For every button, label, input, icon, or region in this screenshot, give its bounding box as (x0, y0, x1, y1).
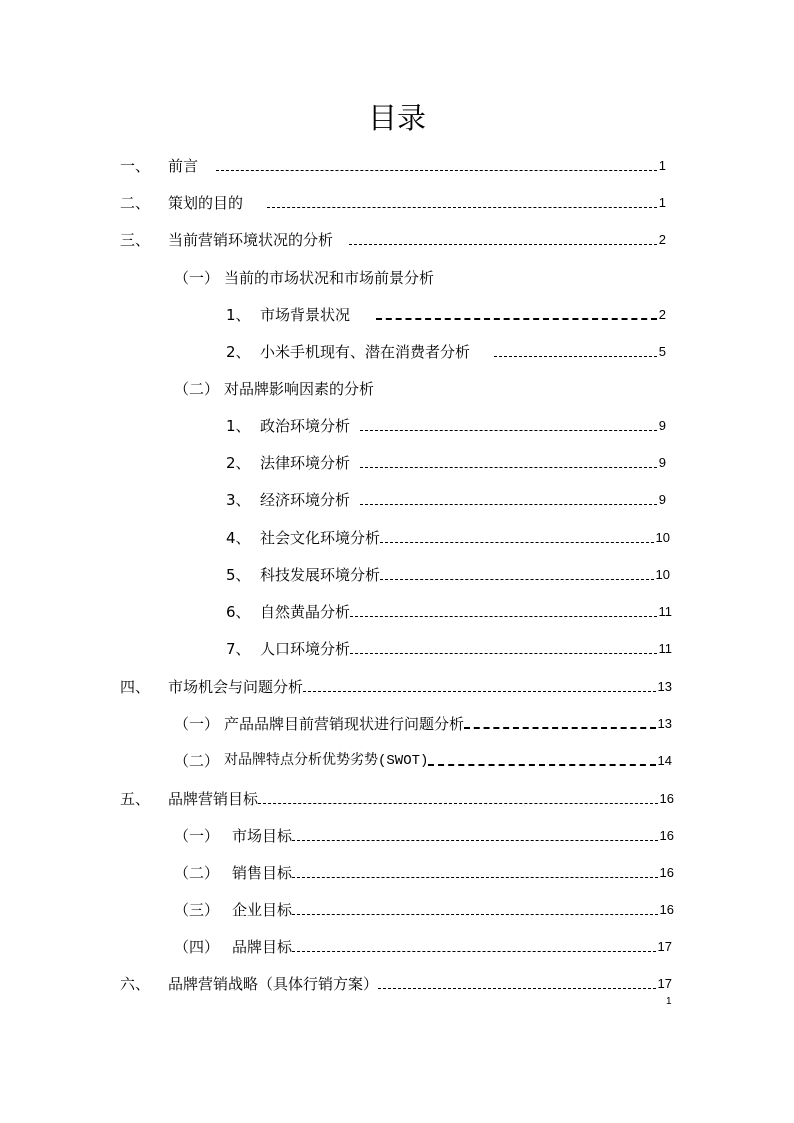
toc-entry-3-1-2[interactable] (226, 338, 666, 362)
toc-entry-page: 16 (659, 828, 674, 843)
toc-entry-number: 五、 (120, 790, 151, 808)
toc-leader-dots (292, 876, 658, 878)
toc-title: 目录 (367, 101, 426, 135)
toc-entry-page: 10 (655, 530, 670, 545)
page-number: 1 (666, 996, 672, 1007)
toc-entry-text: 策划的目的 (168, 194, 244, 212)
toc-entry-3-2-3[interactable] (226, 486, 666, 510)
toc-leader-dots (292, 950, 656, 952)
toc-entry-3-2-7[interactable] (226, 635, 672, 659)
toc-leader-dots (350, 652, 656, 654)
toc-leader-dots (360, 466, 657, 468)
toc-leader-dots (380, 541, 654, 543)
toc-entry-number: （二） (174, 752, 220, 770)
toc-leader-dots (267, 206, 657, 208)
toc-entry-number: （一） (174, 269, 220, 287)
toc-entry-text: 政治环境分析 (260, 417, 351, 435)
toc-entry-number: （二） (174, 864, 220, 882)
toc-leader-dots (303, 690, 656, 692)
toc-entry-page: 16 (659, 791, 674, 806)
toc-leader-dots (428, 763, 655, 766)
toc-entry-3-2-4[interactable] (226, 524, 670, 548)
toc-entry-3-1-1[interactable] (226, 301, 666, 325)
toc-leader-dots (378, 987, 656, 989)
toc-entry-number: 2、 (226, 343, 251, 361)
toc-entry-4-2[interactable] (174, 747, 672, 771)
toc-leader-dots (376, 317, 657, 320)
toc-entry-text: 科技发展环境分析 (260, 566, 381, 584)
toc-entry-3-2-1[interactable] (226, 412, 666, 436)
toc-entry-page: 16 (659, 865, 674, 880)
toc-entry-text: 对品牌特点分析优势劣势(SWOT) (224, 753, 429, 769)
toc-entry-5-1[interactable] (174, 822, 674, 846)
toc-entry-page: 13 (657, 716, 672, 731)
toc-entry-text: 经济环境分析 (260, 491, 351, 509)
toc-leader-dots (292, 839, 658, 841)
toc-entry-page: 16 (659, 902, 674, 917)
toc-entry-text: 当前营销环境状况的分析 (168, 231, 334, 249)
toc-entry-number: 二、 (120, 194, 151, 212)
toc-entry-text: 产品品牌目前营销现状进行问题分析 (224, 715, 465, 733)
toc-entry-number: （二） (174, 380, 220, 398)
toc-entry-page: 11 (658, 604, 672, 619)
toc-entry-4[interactable] (120, 673, 672, 697)
toc-entry-page: 1 (658, 158, 666, 173)
toc-entry-page: 17 (657, 976, 672, 991)
toc-entry-text: 社会文化环境分析 (260, 529, 381, 547)
toc-entry-page: 9 (658, 418, 666, 433)
toc-entry-page: 5 (658, 344, 666, 359)
toc-entry-3-2-6[interactable] (226, 598, 672, 622)
toc-entry-text: 企业目标 (232, 901, 293, 919)
toc-entry-text: 法律环境分析 (260, 454, 351, 472)
toc-entry-number: 1、 (226, 306, 251, 324)
toc-entry-4-1[interactable] (174, 710, 672, 734)
toc-leader-dots (360, 503, 657, 505)
toc-leader-dots (380, 578, 654, 580)
toc-entry-3-2-2[interactable] (226, 449, 666, 473)
toc-entry-3-2-5[interactable] (226, 561, 670, 585)
toc-entry-page: 14 (657, 753, 672, 768)
toc-entry-page: 2 (658, 232, 666, 247)
toc-entry-3-2[interactable] (174, 375, 666, 399)
toc-entry-text: 人口环境分析 (260, 640, 351, 658)
toc-entry-page: 11 (658, 641, 672, 656)
toc-leader-dots (464, 726, 656, 729)
toc-entry-page: 1 (658, 195, 666, 210)
toc-entry-2[interactable] (120, 189, 666, 213)
toc-entry-6[interactable] (120, 970, 672, 994)
toc-entry-3-1[interactable] (174, 264, 666, 288)
toc-entry-text: 市场背景状况 (260, 306, 351, 324)
toc-entry-number: 三、 (120, 231, 151, 249)
toc-entry-text: 市场机会与问题分析 (168, 678, 304, 696)
toc-entry-number: （一） (174, 827, 220, 845)
toc-entry-number: 7、 (226, 640, 251, 658)
toc-entry-number: 6、 (226, 603, 251, 621)
toc-entry-text: 当前的市场状况和市场前景分析 (224, 269, 435, 287)
toc-leader-dots (292, 913, 658, 915)
toc-entry-text: 市场目标 (232, 827, 293, 845)
toc-entry-number: 3、 (226, 491, 251, 509)
toc-leader-dots (349, 243, 657, 245)
toc-entry-page: 13 (657, 679, 672, 694)
toc-entry-number: （一） (174, 715, 220, 733)
toc-entry-number: （三） (174, 901, 220, 919)
toc-entry-5-2[interactable] (174, 859, 674, 883)
toc-entry-5[interactable] (120, 785, 674, 809)
toc-entry-text: 对品牌影响因素的分析 (224, 380, 375, 398)
toc-entry-number: （四） (174, 938, 220, 956)
toc-entry-5-4[interactable] (174, 933, 672, 957)
toc-entry-number: 5、 (226, 566, 251, 584)
toc-entry-1[interactable] (120, 152, 666, 176)
toc-entry-page: 9 (658, 492, 666, 507)
toc-entry-3[interactable] (120, 226, 666, 250)
toc-entry-text: 品牌营销目标 (168, 790, 259, 808)
toc-entry-number: 1、 (226, 417, 251, 435)
toc-entry-text: 品牌营销战略（具体行销方案） (168, 975, 379, 993)
toc-leader-dots (216, 169, 657, 171)
toc-entry-page: 2 (658, 307, 666, 322)
toc-leader-dots (258, 802, 658, 804)
toc-entry-text: 品牌目标 (232, 938, 293, 956)
toc-entry-text: 小米手机现有、潜在消费者分析 (260, 343, 471, 361)
toc-entry-page: 9 (658, 455, 666, 470)
toc-entry-text: 前言 (168, 157, 199, 175)
toc-leader-dots (360, 429, 657, 431)
toc-entry-number: 4、 (226, 529, 251, 547)
toc-entry-5-3[interactable] (174, 896, 674, 920)
toc-entry-number: 四、 (120, 678, 151, 696)
toc-entry-text: 自然黄晶分析 (260, 603, 351, 621)
toc-entry-number: 2、 (226, 454, 251, 472)
toc-entry-page: 10 (655, 567, 670, 582)
toc-entry-number: 一、 (120, 157, 151, 175)
toc-leader-dots (350, 615, 656, 617)
toc-entry-number: 六、 (120, 975, 151, 993)
toc-leader-dots (494, 355, 657, 357)
toc-entry-text: 销售目标 (232, 864, 293, 882)
toc-entry-page: 17 (657, 939, 672, 954)
